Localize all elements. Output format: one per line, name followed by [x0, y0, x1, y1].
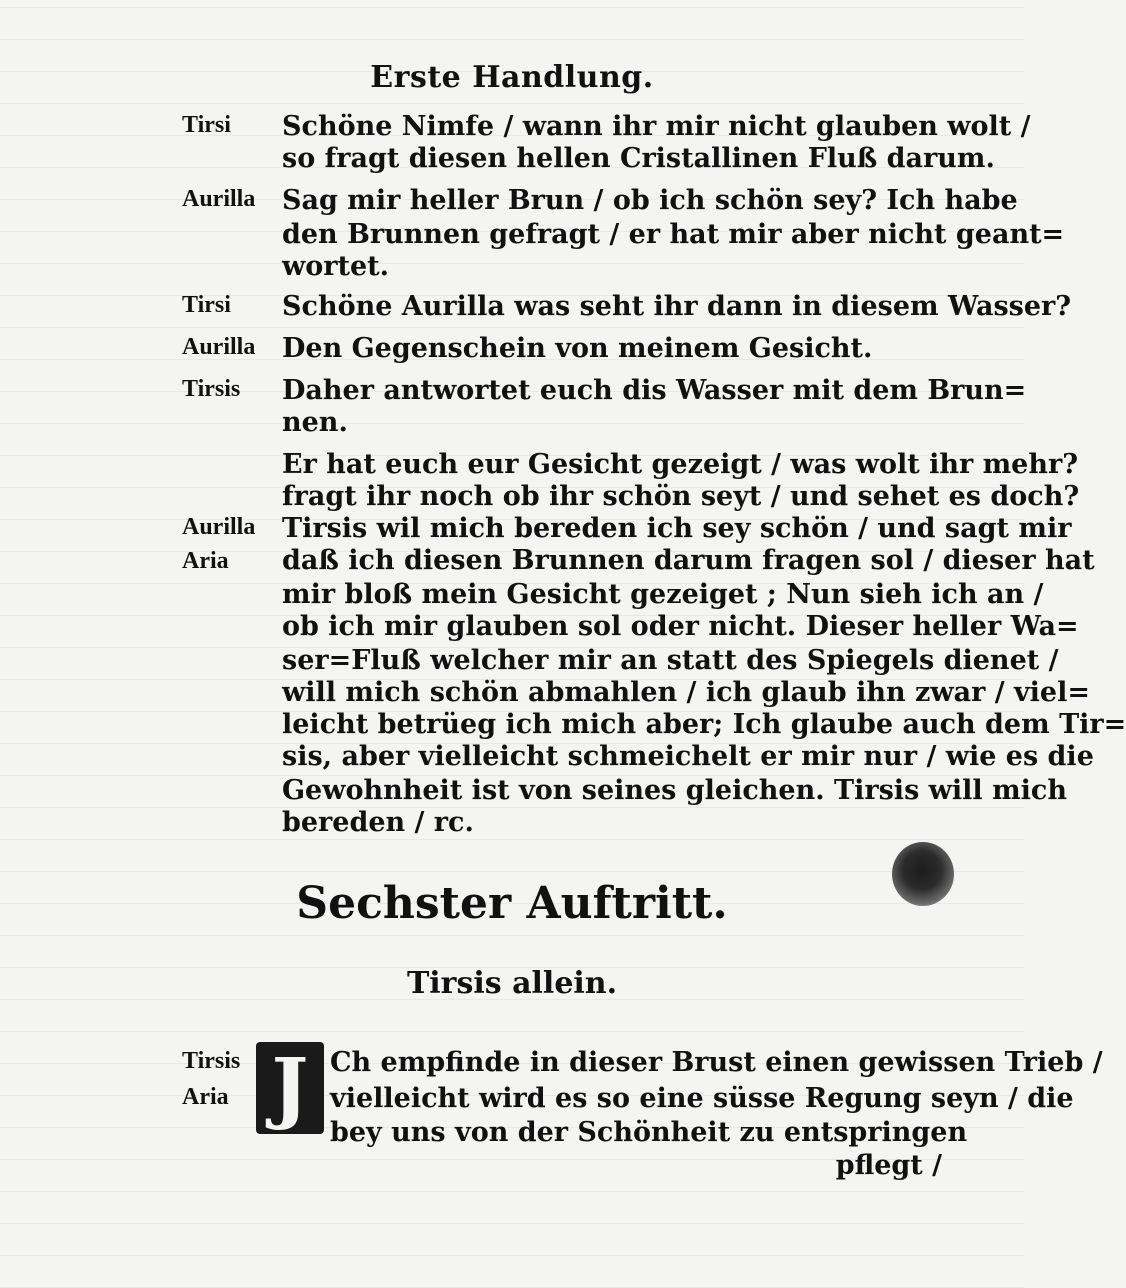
- text-line: fragt ihr noch ob ihr schön seyt / und sehet es doch?: [282, 481, 1080, 512]
- speaker-label: Aurilla: [182, 334, 256, 360]
- text-line: mir bloß mein Gesicht gezeiget ; Nun sieh ich an /: [282, 579, 1044, 610]
- text-line: ser=Fluß welcher mir an statt des Spiegels dienet /: [282, 645, 1059, 676]
- text-line: so fragt diesen hellen Cristallinen Fluß darum.: [282, 143, 995, 174]
- text-line: sis, aber vielleicht schmeichelt er mir nur / wie es die: [282, 741, 1094, 772]
- text-line: vielleicht wird es so eine süsse Regung seyn / die: [330, 1083, 1074, 1114]
- text-line: Schöne Nimfe / wann ihr mir nicht glauben wolt /: [282, 111, 1031, 142]
- scene-heading: Sechster Auftritt.: [296, 878, 728, 929]
- text-line: ob ich mir glauben sol oder nicht. Dieser heller Wa=: [282, 611, 1079, 642]
- text-line: will mich schön abmahlen / ich glaub ihn zwar / viel=: [282, 677, 1090, 708]
- text-line: Schöne Aurilla was seht ihr dann in diesem Wasser?: [282, 291, 1072, 322]
- text-line: Gewohnheit ist von seines gleichen. Tirsis will mich: [282, 775, 1067, 806]
- speaker-label: Tirsi: [182, 112, 231, 138]
- text-line: nen.: [282, 407, 348, 438]
- speaker-label: Tirsis: [182, 376, 241, 402]
- speaker-label: Aurilla: [182, 514, 256, 540]
- scene-subheading: Tirsis allein.: [406, 966, 618, 1001]
- speaker-label: Tirsi: [182, 292, 231, 318]
- text-line: daß ich diesen Brunnen darum fragen sol / dieser hat: [282, 545, 1095, 576]
- text-line: bereden / rc.: [282, 807, 474, 838]
- text-line: Den Gegenschein von meinem Gesicht.: [282, 333, 873, 364]
- text-line: wortet.: [282, 251, 389, 282]
- speaker-label: Tirsis: [182, 1048, 241, 1074]
- speaker-label: Aria: [182, 1084, 229, 1110]
- text-line: den Brunnen gefragt / er hat mir aber nicht geant=: [282, 219, 1065, 250]
- running-head: Erste Handlung.: [370, 60, 654, 95]
- speaker-label: Aurilla: [182, 186, 256, 212]
- catchword: pflegt /: [835, 1150, 942, 1181]
- text-line: leicht betrüeg ich mich aber; Ich glaube auch dem Tir=: [282, 709, 1126, 740]
- text-line: Tirsis wil mich bereden ich sey schön / und sagt mir: [282, 513, 1072, 544]
- decorated-initial: J: [256, 1042, 324, 1134]
- text-line: Sag mir heller Brun / ob ich schön sey? Ich habe: [282, 185, 1018, 216]
- speaker-label: Aria: [182, 548, 229, 574]
- text-line: Ch empfinde in dieser Brust einen gewissen Trieb /: [330, 1047, 1103, 1078]
- text-line: bey uns von der Schönheit zu entspringen: [330, 1117, 968, 1148]
- text-line: Daher antwortet euch dis Wasser mit dem Brun=: [282, 375, 1027, 406]
- text-line: Er hat euch eur Gesicht gezeigt / was wolt ihr mehr?: [282, 449, 1079, 480]
